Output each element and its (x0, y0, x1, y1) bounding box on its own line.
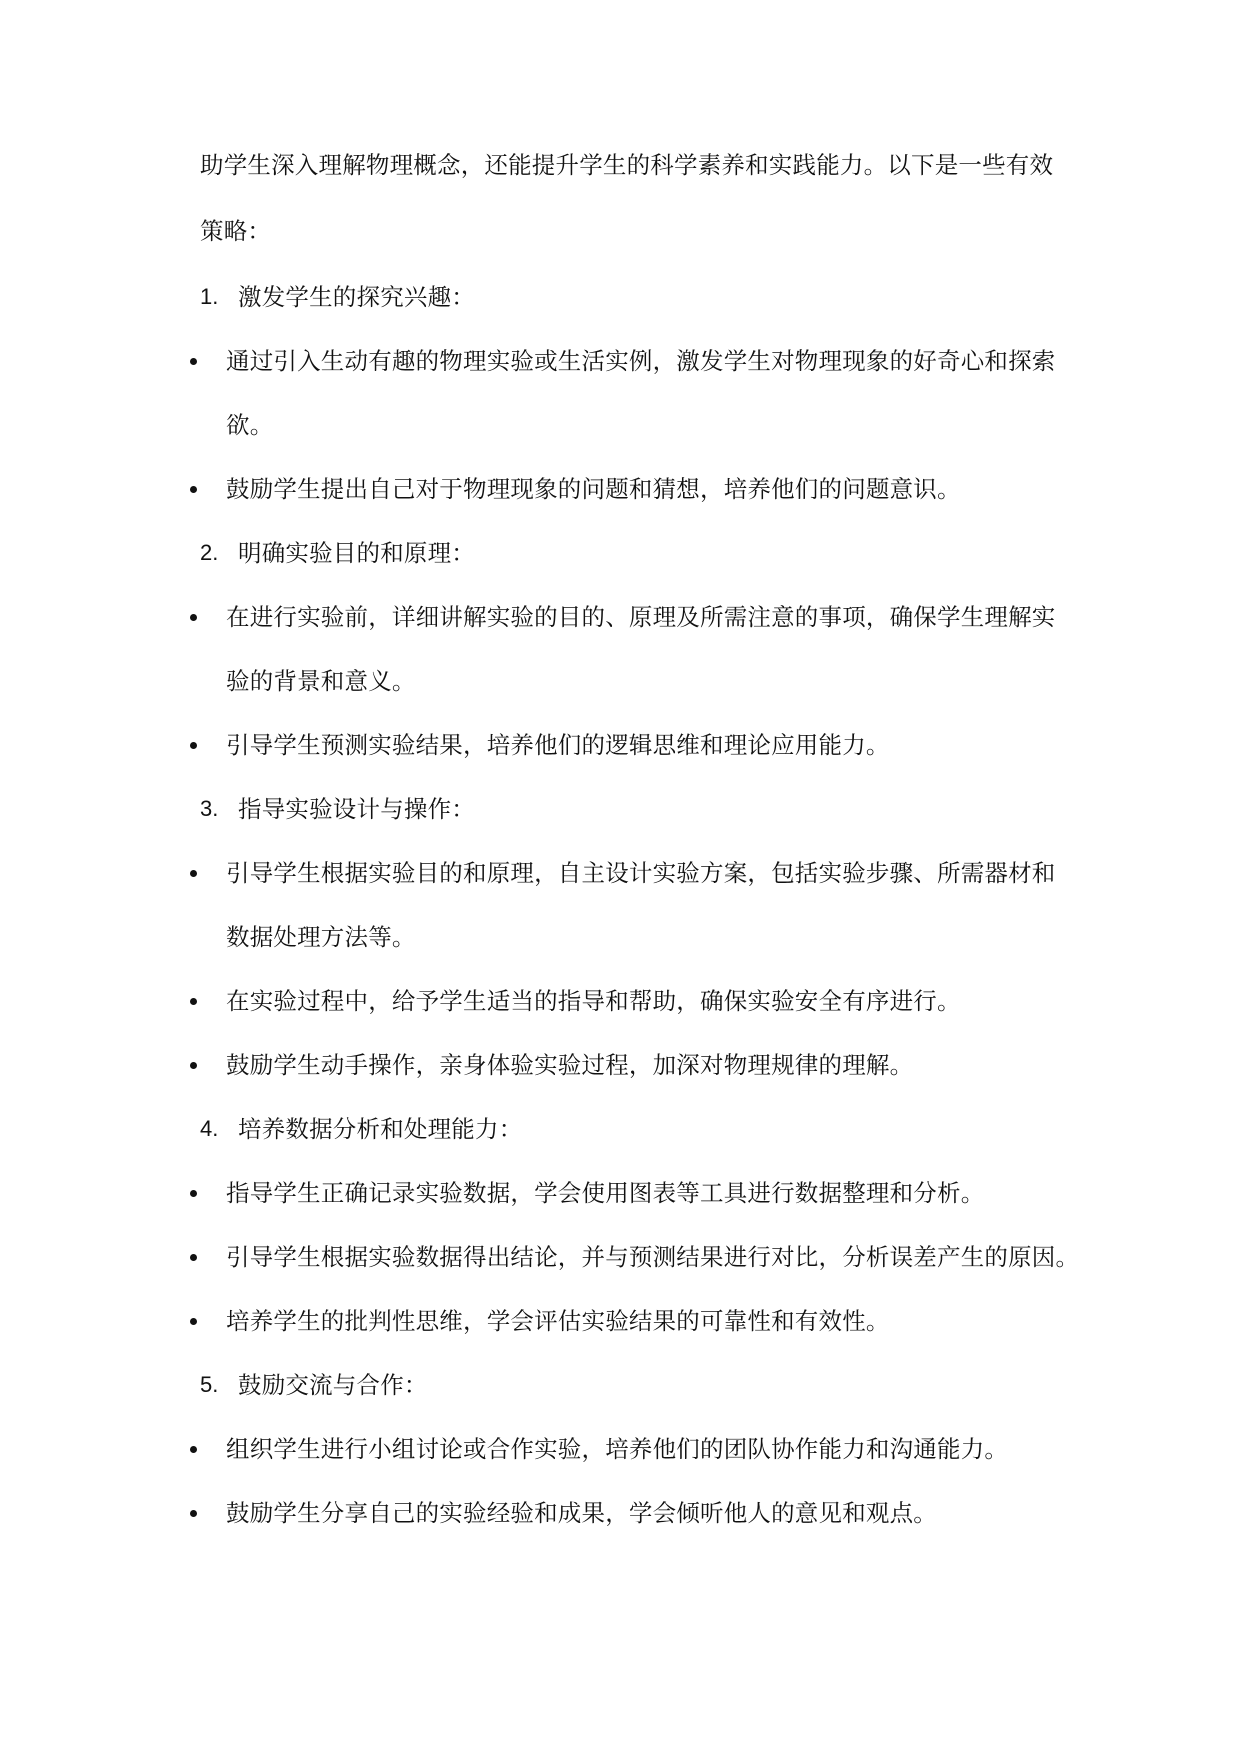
bullet-item-line: 引导学生根据实验目的和原理，自主设计实验方案，包括实验步骤、所需器材和 (226, 859, 1056, 887)
bullet-item-line: 组织学生进行小组讨论或合作实验，培养他们的团队协作能力和沟通能力。 (226, 1435, 1009, 1463)
bullet-dot (190, 1510, 197, 1517)
section-number: 1. (200, 284, 219, 309)
section-heading: 明确实验目的和原理： (238, 539, 475, 567)
section-heading: 鼓励交流与合作： (238, 1371, 428, 1399)
bullet-dot (190, 870, 197, 877)
bullet-dot (190, 1446, 197, 1453)
bullet-item-line: 引导学生预测实验结果，培养他们的逻辑思维和理论应用能力。 (226, 731, 890, 759)
bullet-dot (190, 1062, 197, 1069)
bullet-item-line: 鼓励学生分享自己的实验经验和成果，学会倾听他人的意见和观点。 (226, 1499, 937, 1527)
bullet-item-line: 指导学生正确记录实验数据，学会使用图表等工具进行数据整理和分析。 (226, 1179, 985, 1207)
bullet-item-line: 培养学生的批判性思维，学会评估实验结果的可靠性和有效性。 (226, 1307, 890, 1335)
bullet-item-line: 鼓励学生提出自己对于物理现象的问题和猜想，培养他们的问题意识。 (226, 475, 961, 503)
section-number: 2. (200, 540, 219, 565)
bullet-item-line: 鼓励学生动手操作，亲身体验实验过程，加深对物理规律的理解。 (226, 1051, 914, 1079)
bullet-item-line: 在实验过程中，给予学生适当的指导和帮助，确保实验安全有序进行。 (226, 987, 961, 1015)
intro-line: 助学生深入理解物理概念，还能提升学生的科学素养和实践能力。以下是一些有效 (200, 151, 1054, 179)
bullet-dot (190, 486, 197, 493)
section-heading: 培养数据分析和处理能力： (238, 1115, 523, 1143)
section-number: 5. (200, 1372, 219, 1397)
section-number: 4. (200, 1116, 219, 1141)
bullet-dot (190, 742, 197, 749)
bullet-item-line: 通过引入生动有趣的物理实验或生活实例，激发学生对物理现象的好奇心和探索 (226, 347, 1056, 375)
bullet-dot (190, 1318, 197, 1325)
bullet-dot (190, 614, 197, 621)
bullet-item-line: 欲。 (226, 411, 274, 439)
bullet-item-line: 引导学生根据实验数据得出结论，并与预测结果进行对比，分析误差产生的原因。 (226, 1243, 1080, 1271)
bullet-dot (190, 1254, 197, 1261)
section-heading: 指导实验设计与操作： (238, 795, 475, 823)
bullet-item-line: 验的背景和意义。 (226, 667, 416, 695)
section-heading: 激发学生的探究兴趣： (238, 283, 475, 311)
bullet-dot (190, 1190, 197, 1197)
bullet-item-line: 数据处理方法等。 (226, 923, 416, 951)
section-number: 3. (200, 796, 219, 821)
bullet-dot (190, 358, 197, 365)
bullet-item-line: 在进行实验前，详细讲解实验的目的、原理及所需注意的事项，确保学生理解实 (226, 603, 1056, 631)
bullet-dot (190, 998, 197, 1005)
intro-line: 策略： (200, 217, 272, 245)
